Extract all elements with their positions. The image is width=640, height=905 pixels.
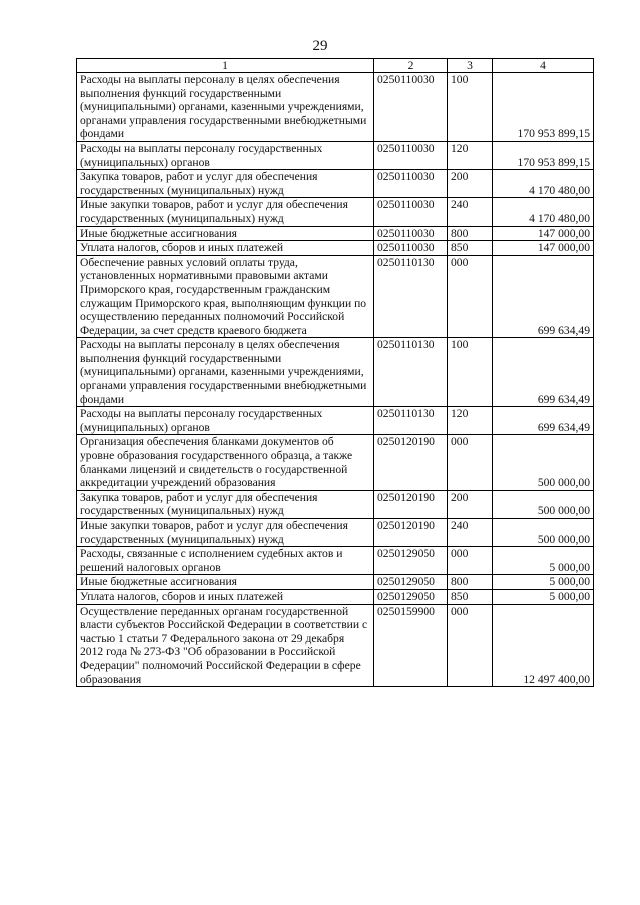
row-type: 240 bbox=[448, 519, 493, 547]
column-header-4: 4 bbox=[493, 59, 594, 73]
table-row bbox=[77, 338, 594, 407]
row-type: 120 bbox=[448, 407, 493, 435]
row-code: 0250110130 bbox=[374, 338, 448, 407]
row-name: Осуществление переданных органам государственной власти субъектов Российской Федерации в соответствии с частью 1 статьи 7 Федерального закона от 29 декабря 2012 года № 273-ФЗ "Об образовании в Российской Федерации" полномочий Российской Федерации в сфере образования bbox=[77, 604, 374, 687]
row-type: 100 bbox=[448, 73, 493, 142]
column-header-2: 2 bbox=[374, 59, 448, 73]
row-code: 0250110030 bbox=[374, 198, 448, 226]
row-code: 0250110030 bbox=[374, 241, 448, 256]
row-name: Закупка товаров, работ и услуг для обеспечения государственных (муниципальных) нужд bbox=[77, 170, 374, 198]
row-code: 0250120190 bbox=[374, 519, 448, 547]
budget-table bbox=[76, 58, 594, 687]
row-type: 000 bbox=[448, 255, 493, 338]
row-name: Иные бюджетные ассигнования bbox=[77, 226, 374, 241]
row-amount: 699 634,49 bbox=[493, 407, 594, 435]
column-header-1: 1 bbox=[77, 59, 374, 73]
row-amount: 5 000,00 bbox=[493, 575, 594, 590]
table-row bbox=[77, 170, 594, 198]
row-amount: 4 170 480,00 bbox=[493, 170, 594, 198]
row-code: 0250110030 bbox=[374, 141, 448, 169]
table-body bbox=[77, 73, 594, 687]
row-name: Закупка товаров, работ и услуг для обеспечения государственных (муниципальных) нужд bbox=[77, 490, 374, 518]
row-code: 0250110030 bbox=[374, 226, 448, 241]
row-amount: 4 170 480,00 bbox=[493, 198, 594, 226]
row-code: 0250129050 bbox=[374, 547, 448, 575]
row-code: 0250120190 bbox=[374, 490, 448, 518]
row-code: 0250120190 bbox=[374, 435, 448, 490]
row-amount: 5 000,00 bbox=[493, 589, 594, 604]
row-code: 0250110130 bbox=[374, 407, 448, 435]
table-row bbox=[77, 73, 594, 142]
page-number: 29 bbox=[312, 38, 328, 54]
row-amount: 147 000,00 bbox=[493, 241, 594, 256]
row-code: 0250110030 bbox=[374, 73, 448, 142]
row-type: 850 bbox=[448, 589, 493, 604]
row-type: 200 bbox=[448, 490, 493, 518]
row-amount: 699 634,49 bbox=[493, 338, 594, 407]
table-row bbox=[77, 407, 594, 435]
table-row bbox=[77, 547, 594, 575]
table-header-row bbox=[77, 59, 594, 73]
table-row bbox=[77, 604, 594, 687]
row-code: 0250110130 bbox=[374, 255, 448, 338]
table-row bbox=[77, 141, 594, 169]
row-name: Организация обеспечения бланками документов об уровне образования государственного образца, а также бланками лицензий и свидетельств о государственной аккредитации учреждений образования bbox=[77, 435, 374, 490]
row-type: 200 bbox=[448, 170, 493, 198]
row-code: 0250159900 bbox=[374, 604, 448, 687]
table-row bbox=[77, 490, 594, 518]
row-name: Уплата налогов, сборов и иных платежей bbox=[77, 241, 374, 256]
row-type: 800 bbox=[448, 575, 493, 590]
row-name: Уплата налогов, сборов и иных платежей bbox=[77, 589, 374, 604]
row-amount: 500 000,00 bbox=[493, 490, 594, 518]
row-type: 120 bbox=[448, 141, 493, 169]
table-row bbox=[77, 435, 594, 490]
row-amount: 12 497 400,00 bbox=[493, 604, 594, 687]
row-amount: 170 953 899,15 bbox=[493, 141, 594, 169]
row-name: Расходы, связанные с исполнением судебных актов и решений налоговых органов bbox=[77, 547, 374, 575]
row-type: 000 bbox=[448, 547, 493, 575]
row-type: 000 bbox=[448, 604, 493, 687]
row-type: 800 bbox=[448, 226, 493, 241]
row-type: 100 bbox=[448, 338, 493, 407]
row-code: 0250129050 bbox=[374, 575, 448, 590]
row-type: 850 bbox=[448, 241, 493, 256]
table-row bbox=[77, 519, 594, 547]
row-name: Иные бюджетные ассигнования bbox=[77, 575, 374, 590]
row-name: Расходы на выплаты персоналу государственных (муниципальных) органов bbox=[77, 141, 374, 169]
row-code: 0250110030 bbox=[374, 170, 448, 198]
table-row bbox=[77, 575, 594, 590]
table-row bbox=[77, 255, 594, 338]
row-name: Обеспечение равных условий оплаты труда, установленных нормативными правовыми актами Приморского края, государственным гражданским служащим Приморского края, выполняющим функции по осуществлению переданных полномочий Российской Федерации, за счет средств краевого бюджета bbox=[77, 255, 374, 338]
table-row bbox=[77, 241, 594, 256]
row-amount: 170 953 899,15 bbox=[493, 73, 594, 142]
row-code: 0250129050 bbox=[374, 589, 448, 604]
row-type: 240 bbox=[448, 198, 493, 226]
row-name: Расходы на выплаты персоналу в целях обеспечения выполнения функций государственными (муниципальными) органами, казенными учреждениями, органами управления государственными внебюджетными фондами bbox=[77, 338, 374, 407]
row-amount: 699 634,49 bbox=[493, 255, 594, 338]
column-header-3: 3 bbox=[448, 59, 493, 73]
row-name: Расходы на выплаты персоналу государственных (муниципальных) органов bbox=[77, 407, 374, 435]
row-amount: 5 000,00 bbox=[493, 547, 594, 575]
row-name: Иные закупки товаров, работ и услуг для обеспечения государственных (муниципальных) нужд bbox=[77, 519, 374, 547]
row-name: Иные закупки товаров, работ и услуг для обеспечения государственных (муниципальных) нужд bbox=[77, 198, 374, 226]
table-row bbox=[77, 589, 594, 604]
row-amount: 500 000,00 bbox=[493, 435, 594, 490]
row-amount: 500 000,00 bbox=[493, 519, 594, 547]
row-name: Расходы на выплаты персоналу в целях обеспечения выполнения функций государственными (муниципальными) органами, казенными учреждениями, органами управления государственными внебюджетными фондами bbox=[77, 73, 374, 142]
row-amount: 147 000,00 bbox=[493, 226, 594, 241]
table-row bbox=[77, 198, 594, 226]
row-type: 000 bbox=[448, 435, 493, 490]
table-row bbox=[77, 226, 594, 241]
